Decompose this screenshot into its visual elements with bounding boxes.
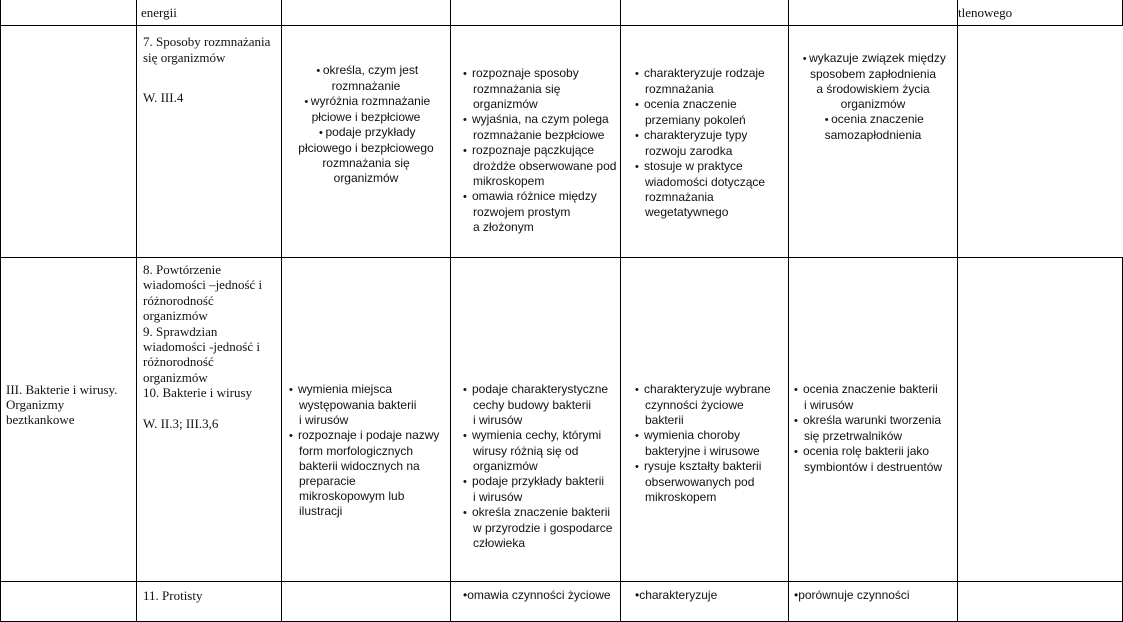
requirements-cell	[451, 582, 621, 622]
list-item: • charakteryzuje wybrane	[635, 382, 771, 396]
requirements-list	[282, 63, 450, 186]
requirements-cell	[282, 258, 451, 582]
requirements-cell	[621, 26, 789, 258]
list-item: • wymienia choroby	[635, 428, 741, 442]
list-item: przemiany pokoleń	[645, 113, 746, 127]
cell	[1, 0, 137, 26]
list-item: rozwoju zarodka	[645, 144, 733, 158]
list-item: sposobem zapłodnienia	[809, 67, 937, 81]
table-row	[1, 0, 1123, 26]
list-item: • charakteryzuje typy	[635, 128, 748, 142]
list-item: płciowe i bezpłciowe	[311, 110, 421, 124]
list-item: i wirusów	[473, 490, 523, 504]
requirements-list	[789, 51, 957, 143]
requirements-cell	[789, 582, 958, 622]
list-item: wirusy różnią się od	[473, 444, 579, 458]
list-item: • ocenia znaczenie	[824, 112, 924, 126]
list-item: organizmów	[333, 171, 399, 185]
list-item: rozmnażania się	[322, 156, 410, 170]
list-item: wegetatywnego	[645, 205, 729, 219]
list-item: • wykazuje związek między	[802, 51, 946, 65]
topic-cell	[137, 26, 282, 258]
list-item: organizmów	[473, 459, 538, 473]
list-item: mikroskopowym lub	[299, 489, 405, 503]
list-item: • określa, czym jest	[316, 63, 419, 77]
list-item: • rozpoznaje i podaje nazwy	[289, 428, 440, 442]
list-item: mikroskopem	[473, 174, 545, 188]
list-item: • wymienia cechy, którymi	[463, 428, 602, 442]
table-row	[1, 26, 1123, 258]
requirements-cell	[789, 26, 958, 258]
list-item: rozmnażanie	[331, 79, 401, 93]
table-row	[1, 582, 1123, 622]
list-item: • ocenia znaczenie	[635, 97, 737, 111]
cell	[282, 582, 451, 622]
requirements-list	[635, 382, 788, 505]
section-cell	[1, 258, 137, 582]
list-item: rozmnażania	[645, 82, 714, 96]
cell	[282, 0, 451, 26]
cell	[451, 0, 621, 26]
list-item: • ocenia znaczenie bakterii	[794, 382, 938, 396]
list-item: • podaje przykłady bakterii	[463, 474, 605, 488]
cell-text: energii	[141, 5, 177, 20]
cell-text: charakteryzuje	[639, 588, 718, 602]
cell	[958, 258, 1123, 582]
requirements-list	[463, 382, 620, 551]
list-item: mikroskopem	[645, 490, 717, 504]
list-item: • określa warunki tworzenia	[794, 413, 942, 427]
requirements-cell	[282, 26, 451, 258]
list-item: występowania bakterii	[299, 398, 417, 412]
topic-cell	[137, 258, 282, 582]
list-item: człowieka	[473, 536, 526, 550]
list-item: bakteryjne i wirusowe	[645, 444, 760, 458]
list-item: • określa znaczenie bakterii	[463, 505, 611, 519]
list-item: cechy budowy bakterii	[473, 398, 592, 412]
list-item: • wyjaśnia, na czym polega	[463, 112, 609, 126]
list-item: płciowego i bezpłciowego	[298, 141, 434, 155]
list-item: rozmnażania	[645, 190, 714, 204]
list-item: • rozpoznaje pączkujące	[463, 143, 595, 157]
list-item: w przyrodzie i gospodarce	[473, 521, 613, 535]
list-item: i wirusów	[804, 398, 854, 412]
list-item: • wymienia miejsca	[289, 382, 393, 396]
bullet: •	[463, 588, 468, 602]
requirements-cell	[789, 258, 958, 582]
bullet: •	[635, 588, 640, 602]
list-item: • ocenia rolę bakterii jako	[794, 444, 930, 458]
requirements-list	[635, 66, 788, 220]
list-item: a złożonym	[473, 220, 534, 234]
list-item: • wyróżnia rozmnażanie	[304, 94, 431, 108]
list-item: się przetrwalników	[804, 429, 903, 443]
list-item: organizmów	[473, 97, 538, 111]
list-item: i wirusów	[473, 413, 523, 427]
list-item: ilustracji	[299, 504, 343, 518]
list-item: • rysuje kształty bakterii	[635, 459, 762, 473]
cell	[789, 0, 958, 26]
cell	[137, 0, 282, 26]
list-item: preparacie	[299, 474, 356, 488]
list-item: bakterii widocznych na	[299, 459, 420, 473]
section-title: III. Bakterie i wirusy. Organizmy beztkankowe	[6, 382, 118, 427]
cell-text: porównuje czynności	[798, 588, 910, 602]
requirements-cell	[451, 26, 621, 258]
requirements-list	[794, 382, 957, 475]
list-item: a środowiskiem życia	[816, 82, 930, 96]
cell	[621, 0, 789, 26]
list-item: obserwowanych pod	[645, 475, 755, 489]
list-item: rozmnażanie bezpłciowe	[473, 128, 605, 142]
table-row	[1, 258, 1123, 582]
requirements-list	[289, 382, 450, 519]
cell	[1, 582, 137, 622]
cell	[958, 0, 1123, 26]
requirements-cell	[621, 258, 789, 582]
cell	[1, 26, 137, 258]
list-item: organizmów	[840, 97, 906, 111]
cell-text: tlenowego	[958, 5, 1013, 20]
requirement-code: W. III.4	[143, 90, 184, 105]
list-item: • charakteryzuje rodzaje	[635, 66, 765, 80]
list-item: • stosuje w praktyce	[635, 159, 743, 173]
cell	[958, 582, 1123, 622]
requirements-list	[463, 66, 620, 235]
list-item: form morfologicznych	[299, 444, 414, 458]
requirements-cell	[621, 582, 789, 622]
list-item: • podaje przykłady	[319, 125, 416, 139]
cell-text: omawia czynności życiowe	[467, 588, 611, 602]
list-item: • rozpoznaje sposoby	[463, 66, 579, 80]
topic-cell	[137, 582, 282, 622]
list-item: bakterii	[645, 413, 684, 427]
list-item: rozwojem prostym	[473, 205, 571, 219]
list-item: • podaje charakterystyczne	[463, 382, 609, 396]
list-item: czynności życiowe	[645, 398, 744, 412]
list-item: drożdże obserwowane pod	[473, 159, 617, 173]
list-item: symbiontów i destruentów	[804, 460, 943, 474]
list-item: samozapłodnienia	[824, 128, 922, 142]
topic-title: 11. Protisty	[143, 588, 203, 603]
topic-title: 7. Sposoby rozmnażania się organizmów	[143, 34, 271, 65]
topic-list: 8. Powtórzenie wiadomości –jedność i różnorodność organizmów 9. Sprawdzian wiadomości -jedność i różnorodność organizmów 10. Bakterie i wirusy W. II.3; III.3,6	[143, 262, 263, 431]
list-item: • omawia różnice między	[463, 189, 597, 203]
list-item: wiadomości dotyczące	[645, 175, 766, 189]
list-item: rozmnażania się	[473, 82, 561, 96]
requirements-cell	[451, 258, 621, 582]
bullet: •	[794, 588, 799, 602]
list-item: i wirusów	[299, 413, 349, 427]
